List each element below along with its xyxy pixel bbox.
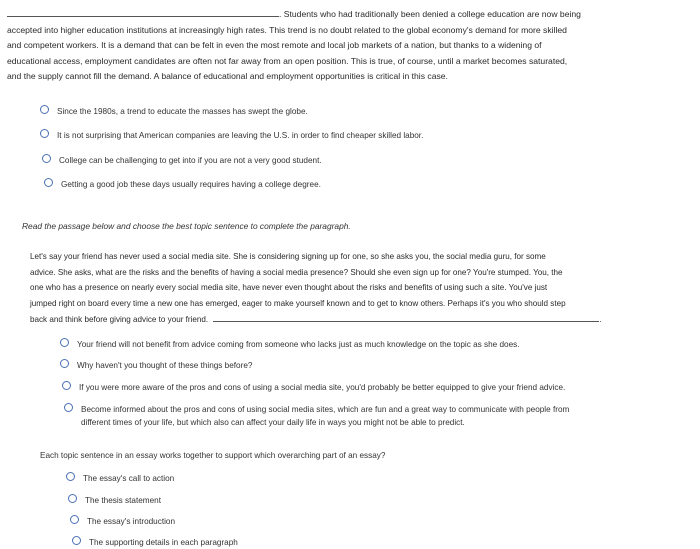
answer-blank <box>7 6 279 17</box>
radio-button[interactable] <box>62 381 71 390</box>
radio-button[interactable] <box>66 472 75 481</box>
q1-passage-line: . Students who had traditionally been denied a college education are now being <box>7 6 697 23</box>
q2-option-3[interactable] <box>62 381 565 394</box>
q2-passage-line: jumped right on board every time a new one has emerged, eager to make yourself known and to get to know others. Perhaps it's you who should step <box>30 298 566 308</box>
q2-passage-line: advice. She asks, what are the risks and the benefits of having a social media presence? Should she even sign up for one? You're stumped. You, the <box>30 267 563 277</box>
q2-passage-line: Let's say your friend has never used a social media site. She is considering signing up for one, so she asks you, the social media guru, for some <box>30 252 546 261</box>
q1-passage-line: accepted into higher education institutions at increasingly high rates. This trend is no doubt related to the global economy's demand for more skilled <box>7 24 567 35</box>
q1-option-label: It is not surprising that American companies are leaving the U.S. in order to find cheaper skilled labor. <box>57 131 424 140</box>
q3-option-3[interactable] <box>70 515 175 528</box>
q2-passage-last-line: back and think before giving advice to your friend. <box>30 315 209 324</box>
q2-option-label: Why haven't you thought of these things before? <box>77 361 253 370</box>
q2-option-1[interactable] <box>60 338 520 351</box>
radio-button[interactable] <box>68 494 77 503</box>
q1-passage-line: and competent workers. It is a demand that can be felt in even the most remote and local job markets of a nation, but thanks to a widening of <box>7 40 542 50</box>
q3-option-label: The thesis statement <box>85 496 161 505</box>
q2-option-label-cont: different times of your life, but which also can affect your daily life in ways you might not be able to predict. <box>81 418 465 427</box>
radio-button[interactable] <box>40 129 49 138</box>
radio-button[interactable] <box>64 403 73 412</box>
q3-question: Each topic sentence in an essay works together to support which overarching part of an essay? <box>40 451 386 460</box>
q1-option-2[interactable] <box>40 129 423 142</box>
q1-option-label: Getting a good job these days usually requires having a college degree. <box>61 180 321 189</box>
radio-button[interactable] <box>70 515 79 524</box>
radio-button[interactable] <box>60 359 69 368</box>
q2-passage-line: one who has a presence on nearly every social media site, have never even thought about the risks and benefits of using such a site. You've just <box>30 283 548 292</box>
q2-option-2[interactable] <box>60 359 252 372</box>
q1-passage-first-line: Students who had traditionally been denied a college education are now being <box>283 9 581 19</box>
radio-button[interactable] <box>40 105 49 114</box>
q1-option-1[interactable] <box>40 105 308 118</box>
q2-passage-line: back and think before giving advice to your friend. . <box>30 311 680 328</box>
radio-button[interactable] <box>44 178 53 187</box>
q1-option-label: College can be challenging to get into if you are not a very good student. <box>59 156 322 165</box>
q2-option-4[interactable] <box>64 403 569 429</box>
q1-passage-line: and the supply cannot fill the demand. A balance of educational and employment opportunities is critical in this case. <box>7 71 448 81</box>
q2-option-label: Become informed about the pros and cons of using social media sites, which are fun and a great way to communicate with people from <box>81 405 570 414</box>
q2-instruction: Read the passage below and choose the best topic sentence to complete the paragraph. <box>22 221 351 231</box>
answer-blank <box>213 311 599 322</box>
q3-option-label: The essay's call to action <box>83 474 175 483</box>
q1-option-3[interactable] <box>42 154 322 167</box>
q3-option-label: The essay's introduction <box>87 517 176 526</box>
radio-button[interactable] <box>42 154 51 163</box>
q3-option-label: The supporting details in each paragraph <box>89 538 238 547</box>
radio-button[interactable] <box>72 536 81 545</box>
q2-option-label: If you were more aware of the pros and cons of using a social media site, you'd probably be better equipped to give your friend advice. <box>79 383 566 392</box>
q1-passage-line: educational access, employment candidates are often not far away from an open position. This is true, of course, until a market becomes saturated, <box>7 55 568 66</box>
q1-passage <box>7 6 697 85</box>
q2-passage <box>30 249 680 328</box>
radio-button[interactable] <box>60 338 69 347</box>
q3-option-2[interactable] <box>68 494 161 507</box>
q2-option-label: Your friend will not benefit from advice coming from someone who lacks just as much knowledge on the topic as she does. <box>77 340 520 349</box>
q1-option-label: Since the 1980s, a trend to educate the masses has swept the globe. <box>57 107 308 116</box>
q1-option-4[interactable] <box>44 178 321 191</box>
q3-option-4[interactable] <box>72 536 238 549</box>
q3-option-1[interactable] <box>66 472 174 485</box>
